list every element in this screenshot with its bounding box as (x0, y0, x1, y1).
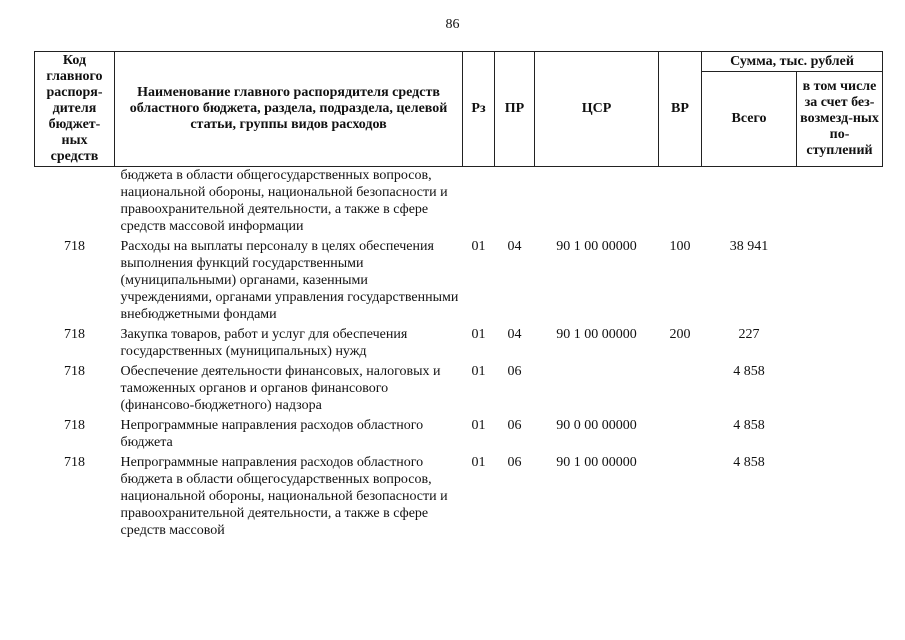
cell-name: Закупка товаров, работ и услуг для обеспечения государственных (муниципальных) нужд (120, 327, 408, 359)
cell-free (797, 326, 883, 363)
cell-free (797, 417, 883, 454)
table-row (35, 326, 883, 363)
cell-csr: 90 1 00 00000 (556, 239, 637, 254)
cell-vr (659, 363, 702, 417)
cell-total: 4 858 (733, 455, 765, 470)
cell-free (797, 454, 883, 542)
table-row (35, 454, 883, 542)
table-row (35, 417, 883, 454)
table-row (35, 167, 883, 239)
cell-code: 718 (64, 364, 85, 379)
cell-csr (535, 363, 659, 417)
header-vr: ВР (659, 52, 702, 167)
cell-pr: 04 (507, 239, 522, 254)
cell-code: 718 (64, 418, 85, 433)
header-code: Код главного распоря-дителя бюджет-ных средств (35, 52, 115, 167)
table-body (35, 167, 883, 543)
cell-code (35, 167, 115, 239)
cell-code: 718 (64, 239, 85, 254)
cell-name: Расходы на выплаты персоналу в целях обеспечения выполнения функций государственными (муниципальными) органами, казенными учреждениями, органами управления государственными внебюджетными фондами (120, 239, 459, 322)
cell-vr (659, 454, 702, 542)
cell-rz: 01 (471, 418, 486, 433)
cell-total: 4 858 (733, 418, 765, 433)
header-csr: ЦСР (535, 52, 659, 167)
cell-free (797, 363, 883, 417)
cell-vr (659, 417, 702, 454)
cell-csr: 90 1 00 00000 (556, 327, 637, 342)
cell-total: 4 858 (733, 364, 765, 379)
cell-rz: 01 (471, 327, 486, 342)
cell-total: 38 941 (729, 239, 769, 254)
cell-pr: 06 (507, 418, 522, 433)
cell-rz (463, 167, 495, 239)
cell-total (702, 167, 797, 239)
cell-name: Обеспечение деятельности финансовых, налоговых и таможенных органов и органов финансового (финансово-бюджетного) надзора (120, 364, 441, 413)
cell-code: 718 (64, 327, 85, 342)
cell-vr: 100 (669, 239, 691, 254)
cell-csr: 90 0 00 00000 (556, 418, 637, 433)
cell-rz: 01 (471, 455, 486, 470)
cell-pr: 04 (507, 327, 522, 342)
cell-rz: 01 (471, 239, 486, 254)
budget-table (34, 51, 883, 542)
table-row (35, 238, 883, 326)
cell-pr: 06 (507, 455, 522, 470)
page-number: 86 (445, 17, 460, 32)
cell-free (797, 167, 883, 239)
cell-name: бюджета в области общегосударственных вопросов, национальной обороны, национальной безопасности и правоохранительной деятельности, а также в сфере средств массовой информации (120, 168, 448, 234)
table-header (35, 52, 883, 167)
cell-name: Непрограммные направления расходов областного бюджета (120, 418, 424, 450)
cell-vr (659, 167, 702, 239)
cell-pr (495, 167, 535, 239)
cell-csr: 90 1 00 00000 (556, 455, 637, 470)
cell-name: Непрограммные направления расходов областного бюджета в области общегосударственных вопросов, национальной обороны, национальной безопасности и правоохранительной деятельности, а также в сфере средств массовой (120, 455, 448, 538)
cell-code: 718 (64, 455, 85, 470)
cell-free (797, 238, 883, 326)
cell-rz: 01 (471, 364, 486, 379)
header-name: Наименование главного распорядителя средств областного бюджета, раздела, подраздела, целевой статьи, группы видов расходов (115, 52, 463, 167)
cell-total: 227 (738, 327, 760, 342)
header-total: Всего (702, 72, 797, 167)
header-pr: ПР (495, 52, 535, 167)
cell-csr (535, 167, 659, 239)
cell-pr: 06 (507, 364, 522, 379)
table-row (35, 363, 883, 417)
cell-vr: 200 (669, 327, 691, 342)
header-free: в том числе за счет без-возмезд-ных по-ступлений (797, 72, 883, 167)
header-rz: Рз (463, 52, 495, 167)
header-sum-group: Сумма, тыс. рублей (702, 52, 883, 72)
